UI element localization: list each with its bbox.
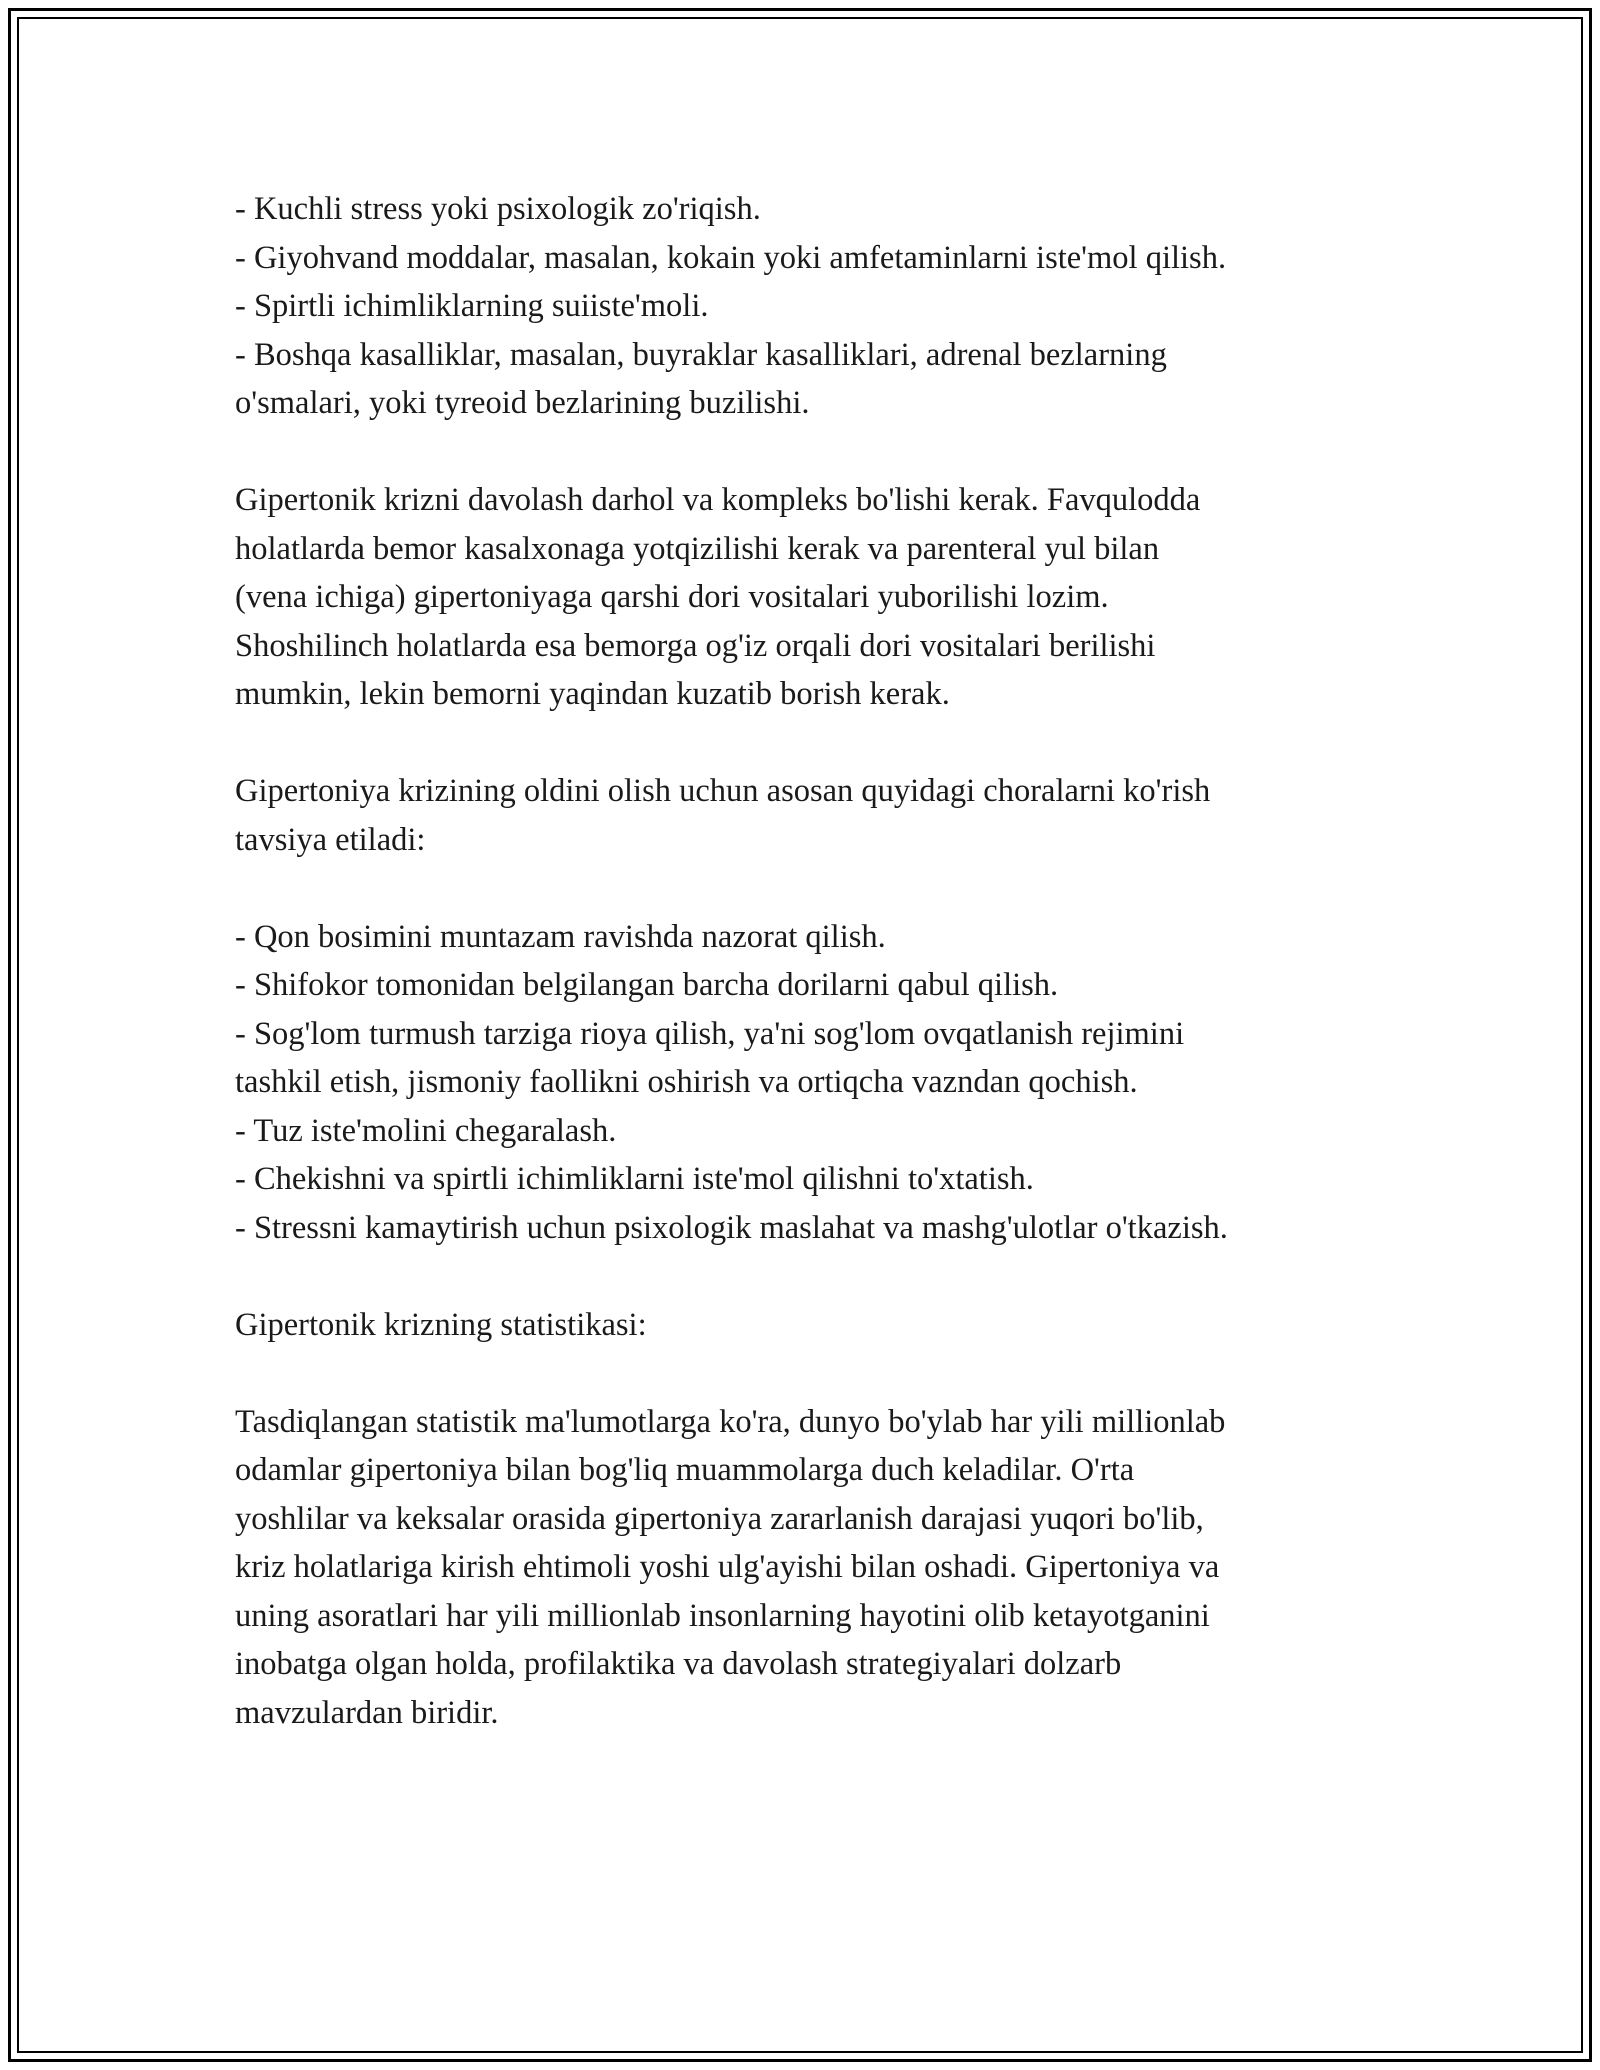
statistics-heading: Gipertonik krizning statistikasi: [235,1306,647,1343]
list-item: - Boshqa kasalliklar, masalan, buyraklar kasalliklari, adrenal bezlarning [235,336,1167,373]
list-item: - Shifokor tomonidan belgilangan barcha dorilarni qabul qilish. [235,967,1059,1003]
paragraph-spacer [235,428,1395,477]
paragraph-line: mumkin, lekin bemorni yaqindan kuzatib borish kerak. [235,676,950,712]
paragraph-line: Gipertoniya krizining oldini olish uchun asosan quyidagi choralarni ko'rish [235,773,1211,809]
paragraph-line: tavsiya etiladi: [235,821,426,858]
paragraph-line: Gipertonik krizni davolash darhol va kompleks bo'lishi kerak. Favqulodda [235,482,1201,518]
list-item-continuation: tashkil etish, jismoniy faollikni oshirish va ortiqcha vazndan qochish. [235,1064,1138,1100]
paragraph-line: (vena ichiga) gipertoniyaga qarshi dori vositalari yuborilishi lozim. [235,579,1109,615]
list-item: - Kuchli stress yoki psixologik zo'riqish. [235,191,761,227]
paragraph-line: kriz holatlariga kirish ehtimoli yoshi ulg'ayishi bilan oshadi. Gipertoniya va [235,1549,1220,1585]
paragraph-line: Shoshilinch holatlarda esa bemorga og'iz orqali dori vositalari berilishi [235,627,1156,664]
treatment-paragraph [235,476,1395,719]
paragraph-line: inobatga olgan holda, profilaktika va davolash strategiyalari dolzarb [235,1646,1122,1682]
statistics-paragraph [235,1398,1395,1738]
list-item: - Spirtli ichimliklarning suiiste'moli. [235,288,709,324]
paragraph-line: mavzulardan biridir. [235,1694,499,1731]
list-item: - Tuz iste'molini chegaralash. [235,1112,617,1149]
paragraph-spacer [235,719,1395,768]
list-item: - Sog'lom turmush tarziga rioya qilish, ya'ni sog'lom ovqatlanish rejimini [235,1015,1185,1052]
paragraph-line: yoshlilar va keksalar orasida gipertoniya zararlanish darajasi yuqori bo'lib, [235,1500,1204,1537]
list-item: - Chekishni va spirtli ichimliklarni iste'mol qilishni to'xtatish. [235,1161,1034,1197]
document-body [235,185,1395,1737]
prevention-intro [235,767,1395,864]
paragraph-spacer [235,1252,1395,1301]
paragraph-spacer [235,1349,1395,1398]
paragraph-spacer [235,864,1395,913]
paragraph-line: holatlarda bemor kasalxonaga yotqizilishi kerak va parenteral yul bilan [235,530,1160,567]
prevention-list [235,913,1395,1253]
list-item: - Stressni kamaytirish uchun psixologik maslahat va mashg'ulotlar o'tkazish. [235,1209,1228,1246]
list-item: - Qon bosimini muntazam ravishda nazorat qilish. [235,918,886,955]
list-item: - Giyohvand moddalar, masalan, kokain yoki amfetaminlarni iste'mol qilish. [235,239,1227,276]
list-item-continuation: o'smalari, yoki tyreoid bezlarining buzilishi. [235,385,810,421]
paragraph-line: uning asoratlari har yili millionlab insonlarning hayotini olib ketayotganini [235,1597,1210,1634]
causes-list [235,185,1395,428]
paragraph-line: Tasdiqlangan statistik ma'lumotlarga ko'ra, dunyo bo'ylab har yili millionlab [235,1403,1226,1440]
paragraph-line: odamlar gipertoniya bilan bog'liq muammolarga duch keladilar. O'rta [235,1452,1135,1488]
